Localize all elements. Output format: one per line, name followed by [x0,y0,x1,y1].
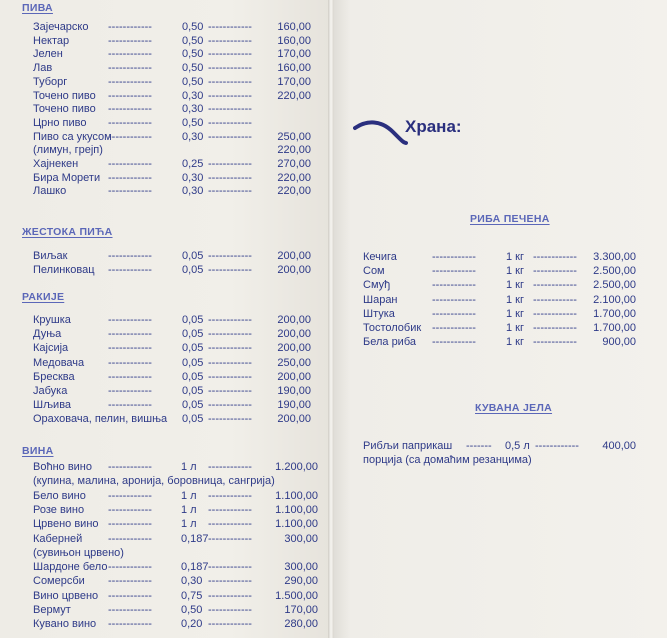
item-quantity: 0,05 [182,328,204,341]
dot-leader: ------------ [533,251,577,263]
item-name: Точено пиво [33,89,96,102]
item-quantity: 0,05 [182,399,204,412]
item-name: Јелен [33,48,63,61]
dot-leader: ------------ [108,399,152,412]
dot-leader: ------------ [432,279,476,292]
item-price: 160,00 [277,34,311,47]
dot-leader: ------------ [108,518,152,531]
dot-leader: ------------ [208,413,252,426]
dot-leader: ------------ [208,264,252,276]
item-quantity: 1 кг [506,336,524,349]
item-name: Сом [363,265,385,278]
item-price: 900,00 [602,336,636,349]
item-quantity: 0,75 [181,589,203,602]
dot-leader: ------------ [108,116,152,129]
dot-leader: ------------ [108,604,152,616]
item-price: 2.500,00 [593,279,636,292]
item-name: Кечига [363,251,397,263]
dot-leader: ------------ [108,75,152,88]
item-name: Бира Морети [33,171,101,184]
item-price: 1.100,00 [275,518,318,531]
dot-leader: ------------ [108,264,152,276]
item-quantity: 0,50 [182,34,204,47]
item-quantity: 1 кг [506,251,524,263]
dot-leader: ------------ [432,322,476,334]
item-quantity: 0,50 [182,116,204,129]
dot-leader: ------------ [208,75,252,88]
dot-leader: ------------ [208,385,252,397]
dot-leader: ------------ [208,532,252,545]
item-quantity: 1 л [181,518,197,531]
item-name: Смуђ [363,279,391,292]
item-name: Рибљи паприкаш [363,440,453,452]
dot-leader: ------------ [108,103,152,116]
item-name: Лав [33,62,53,75]
item-name: Тостолобик [363,322,422,334]
item-name: Лашко [33,185,67,198]
dot-leader: ------------ [108,461,152,473]
dot-leader: ------------ [208,518,252,531]
section-title-spirits: ЖЕСТОКА ПИЋА [22,226,113,238]
item-name: Ораховача, пелин, вишња [33,413,168,426]
dot-leader: ------------ [108,385,152,397]
item-quantity: 0,30 [182,130,204,143]
item-price: 300,00 [284,561,318,574]
dot-leader: ------------ [208,461,252,473]
item-quantity: 0,50 [182,62,204,75]
item-name: Штука [363,307,395,320]
item-name: Кајсија [33,342,69,355]
item-quantity: 0,187 [181,532,209,545]
dot-leader: ------------ [108,489,152,502]
dot-leader: ------------ [432,336,476,349]
item-price: 200,00 [277,328,311,341]
dot-leader: ------------ [108,62,152,75]
dot-leader: ------------ [208,342,252,355]
dot-leader: ------------ [108,21,152,33]
item-quantity: 1 кг [506,322,524,334]
dot-leader: ------------ [208,589,252,602]
dot-leader: ------------ [108,356,152,369]
dot-leader: ------------ [208,604,252,616]
item-name: Туборг [33,75,68,88]
dot-leader: ------------ [432,265,476,278]
item-price: 290,00 [284,575,318,588]
item-price: 2.500,00 [593,265,636,278]
dot-leader: ------------ [533,307,577,320]
item-quantity: 1 л [181,461,197,473]
item-name: Дуња [33,328,62,341]
item-name: Шаран [363,293,398,306]
item-name: Бресква [33,370,75,383]
item-quantity: 0,5 л [505,440,530,452]
item-quantity: 0,05 [182,385,204,397]
item-quantity: 0,50 [182,21,204,33]
dot-leader: ------- [466,440,492,452]
item-name: Нектар [33,34,70,47]
item-name: Црвено вино [33,518,99,531]
dot-leader: ------------ [108,532,152,545]
item-name: Крушка [33,314,71,326]
item-name: Пелинковац [33,264,95,276]
item-name: Вино црвено [33,589,99,602]
item-price: 270,00 [277,158,311,170]
item-price: 1.700,00 [593,307,636,320]
item-price: 160,00 [277,62,311,75]
item-quantity: 1 л [181,503,197,516]
item-price: 2.100,00 [593,293,636,306]
item-name: Кувано вино [33,618,97,631]
section-title-beer: ПИВА [22,2,53,14]
item-quantity: 0,187 [181,561,209,574]
dot-leader: ------------ [533,293,577,306]
dot-leader: ------------ [108,503,152,516]
dot-leader: ------------ [208,116,252,129]
item-price: 1.700,00 [593,322,636,334]
item-price: 1.500,00 [275,589,318,602]
item-name: Воћно вино [33,461,93,473]
item-quantity: 0,05 [182,250,204,262]
item-price: 220,00 [277,185,311,198]
item-name: Шардоне бело [33,561,108,574]
dot-leader: ------------ [208,503,252,516]
item-price: 300,00 [284,532,318,545]
page-fold [328,0,334,638]
item-price: 200,00 [277,342,311,355]
dot-leader: ------------ [108,89,152,102]
dot-leader: ------------ [108,328,152,341]
item-price: 170,00 [277,75,311,88]
dot-leader: ------------ [208,489,252,502]
item-quantity: 0,05 [182,370,204,383]
item-quantity: 0,05 [182,356,204,369]
dot-leader: ------------ [208,618,252,631]
item-note: порција (са домаћим резанцима) [363,454,532,466]
item-price: 220,00 [277,171,311,184]
item-quantity: 0,30 [182,171,204,184]
dot-leader: ------------ [432,293,476,306]
dot-leader: ------------ [533,336,577,349]
item-price: 190,00 [277,385,311,397]
item-name: Зајечарско [33,21,89,33]
item-name: Каберней [33,532,83,545]
item-price: 220,00 [277,89,311,102]
item-quantity: 0,30 [181,575,203,588]
item-name: Виљак [33,250,68,262]
dot-leader: ------------ [533,322,577,334]
dot-leader: ------------ [533,279,577,292]
item-quantity: 0,50 [182,48,204,61]
item-name: Розе вино [33,503,85,516]
dot-leader: ------------ [208,89,252,102]
item-quantity: 0,20 [181,618,203,631]
dot-leader: ------------ [108,589,152,602]
item-quantity: 0,05 [182,413,204,426]
dot-leader: ------------ [208,158,252,170]
item-quantity: 0,25 [182,158,204,170]
item-quantity: 0,05 [182,314,204,326]
dot-leader: ------------ [208,171,252,184]
section-title-rakija: РАКИЈЕ [22,291,65,303]
dot-leader: ------------ [208,130,252,143]
item-price: 280,00 [284,618,318,631]
item-price: 1.200,00 [275,461,318,473]
dot-leader: ------------ [108,171,152,184]
dot-leader: ------------ [535,440,579,452]
section-title-wine: ВИНА [22,445,54,457]
dot-leader: ------------ [108,618,152,631]
item-price: 200,00 [277,314,311,326]
item-name: Хајнекен [33,158,79,170]
dot-leader: ------------ [533,265,577,278]
dot-leader: ------------ [208,399,252,412]
item-price: 200,00 [277,250,311,262]
item-price: 200,00 [277,413,311,426]
item-quantity: 0,50 [182,75,204,88]
item-name: (лимун, грејп) [33,144,103,157]
wave-decoration-icon [353,118,408,146]
dot-leader: ------------ [208,328,252,341]
dot-leader: ------------ [208,314,252,326]
item-quantity: 0,30 [182,185,204,198]
item-price: 170,00 [284,604,318,616]
dot-leader: ------------ [208,561,252,574]
item-quantity: 1 кг [506,265,524,278]
item-quantity: 0,05 [182,342,204,355]
dot-leader: ------------ [208,103,252,116]
item-price: 1.100,00 [275,503,318,516]
item-name: (купина, малина, аронија, боровница, сангрија) [33,475,275,488]
dot-leader: ------------ [208,185,252,198]
item-price: 1.100,00 [275,489,318,502]
item-name: Бело вино [33,489,86,502]
item-price: 170,00 [277,48,311,61]
dot-leader: ------------ [108,250,152,262]
item-name: Точено пиво [33,103,96,116]
dot-leader: ------------ [108,561,152,574]
dot-leader: ------------ [432,307,476,320]
item-quantity: 1 кг [506,293,524,306]
item-price: 250,00 [277,130,311,143]
dot-leader: ------------ [208,48,252,61]
dot-leader: ------------ [108,342,152,355]
item-name: Бела риба [363,336,416,349]
item-quantity: 0,30 [182,89,204,102]
item-price: 250,00 [277,356,311,369]
dot-leader: ------------ [108,130,152,143]
item-name: (сувињон црвено) [33,546,124,559]
item-price: 190,00 [277,399,311,412]
item-quantity: 1 л [181,489,197,502]
item-price: 160,00 [277,21,311,33]
dot-leader: ------------ [208,356,252,369]
section-title-cooked: КУВАНА ЈЕЛА [475,402,553,414]
item-price: 220,00 [277,144,311,156]
item-name: Јабука [33,385,68,397]
dot-leader: ------------ [108,185,152,198]
dot-leader: ------------ [208,34,252,47]
item-name: Црно пиво [33,116,87,129]
dot-leader: ------------ [108,370,152,383]
item-quantity: 1 кг [506,307,524,320]
dot-leader: ------------ [208,62,252,75]
item-quantity: 1 кг [506,279,524,292]
food-heading: Храна: [405,117,462,136]
dot-leader: ------------ [108,314,152,326]
item-name: Шљива [33,399,72,412]
dot-leader: ------------ [108,34,152,47]
dot-leader: ------------ [208,250,252,262]
item-quantity: 0,30 [182,103,204,116]
dot-leader: ------------ [108,158,152,170]
item-quantity: 0,50 [181,604,203,616]
item-name: Вермут [33,604,71,616]
item-name: Медовача [33,356,85,369]
section-title-fish: РИБА ПЕЧЕНА [470,213,550,225]
dot-leader: ------------ [108,575,152,588]
dot-leader: ------------ [108,48,152,61]
item-price: 200,00 [277,370,311,383]
item-quantity: 0,05 [182,264,204,276]
dot-leader: ------------ [208,21,252,33]
dot-leader: ------------ [432,251,476,263]
item-price: 400,00 [602,440,636,452]
item-name: Сомерсби [33,575,85,588]
dot-leader: ------------ [208,575,252,588]
item-name: Пиво са укусом [33,130,112,143]
dot-leader: ------------ [208,370,252,383]
item-price: 3.300,00 [593,251,636,263]
item-price: 200,00 [277,264,311,276]
